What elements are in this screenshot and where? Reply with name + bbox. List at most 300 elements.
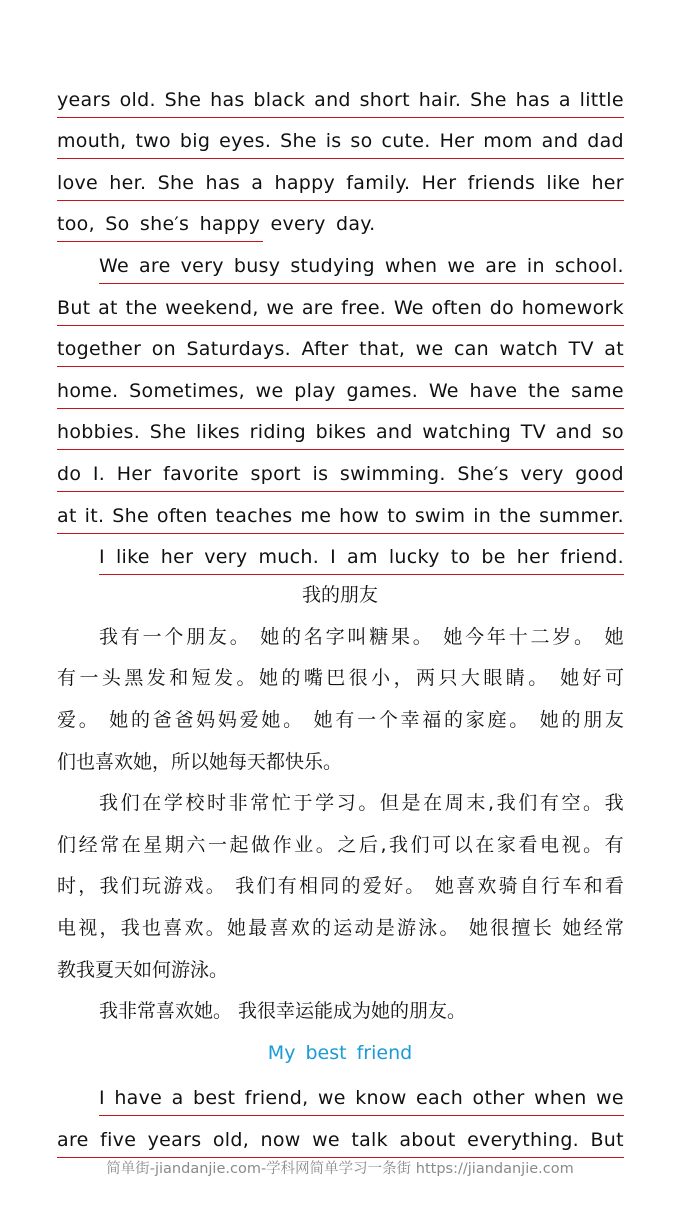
word: black bbox=[253, 88, 306, 111]
glyph: 妈 bbox=[217, 708, 237, 731]
glyph bbox=[551, 658, 557, 700]
word: swim bbox=[414, 504, 466, 527]
word: when bbox=[384, 254, 438, 277]
glyph: 两 bbox=[416, 667, 436, 690]
glyph: , bbox=[487, 792, 495, 815]
glyph: 。 bbox=[412, 625, 432, 648]
glyph: 的 bbox=[130, 708, 150, 731]
glyph: 福 bbox=[422, 708, 442, 731]
glyph: 戏 bbox=[184, 875, 204, 898]
word: is bbox=[312, 462, 329, 485]
glyph: 做 bbox=[251, 833, 271, 856]
glyph: 但 bbox=[379, 792, 399, 815]
word: we bbox=[312, 1128, 340, 1151]
word: likes bbox=[196, 421, 241, 444]
glyph: 一 bbox=[142, 625, 162, 648]
glyph: ， bbox=[393, 667, 413, 690]
glyph: 爱 bbox=[57, 708, 77, 731]
word: when bbox=[534, 1086, 587, 1109]
glyph bbox=[100, 700, 106, 742]
word: everything. bbox=[467, 1128, 580, 1151]
glyph: 发 bbox=[146, 667, 166, 690]
word: her. bbox=[109, 171, 147, 194]
glyph: 她 bbox=[313, 708, 333, 731]
word: But bbox=[590, 1128, 624, 1151]
glyph: 骑 bbox=[498, 875, 518, 898]
glyph: 擅 bbox=[511, 916, 531, 939]
glyph: 的 bbox=[281, 667, 301, 690]
word: But bbox=[57, 296, 91, 319]
word: and bbox=[541, 130, 579, 153]
text-line bbox=[57, 492, 624, 534]
word: are bbox=[138, 254, 171, 277]
glyph: 年 bbox=[486, 625, 506, 648]
glyph: 朋 bbox=[583, 708, 603, 731]
word: is bbox=[325, 130, 342, 153]
glyph: 。 bbox=[205, 875, 225, 898]
glyph: 有 bbox=[277, 875, 297, 898]
glyph bbox=[596, 617, 602, 659]
glyph: 睛 bbox=[505, 667, 525, 690]
glyph: 她 bbox=[604, 625, 624, 648]
word: we bbox=[415, 338, 444, 361]
word: at bbox=[604, 338, 624, 361]
glyph: ， bbox=[78, 875, 98, 898]
word: we bbox=[317, 1086, 346, 1109]
glyph: 有 bbox=[335, 708, 355, 731]
glyph: 二 bbox=[530, 625, 550, 648]
glyph: 常 bbox=[100, 833, 120, 856]
glyph: 欢 bbox=[184, 916, 204, 939]
glyph: 十 bbox=[508, 625, 528, 648]
word: homework bbox=[521, 296, 624, 319]
glyph: 爸 bbox=[152, 708, 172, 731]
word: busy bbox=[233, 254, 281, 277]
word: After bbox=[301, 338, 349, 361]
glyph: 字 bbox=[325, 625, 345, 648]
glyph: 她 bbox=[260, 625, 280, 648]
word: We bbox=[428, 379, 459, 402]
glyph: 朋 bbox=[186, 625, 206, 648]
glyph: 。 bbox=[509, 708, 529, 731]
glyph: 的 bbox=[312, 916, 332, 939]
text-line bbox=[57, 326, 624, 368]
word: games. bbox=[346, 379, 419, 402]
glyph bbox=[461, 908, 467, 950]
glyph: 们 bbox=[410, 833, 430, 856]
glyph: 游 bbox=[397, 916, 417, 939]
word: cute. bbox=[381, 130, 431, 153]
glyph: 视 bbox=[78, 916, 98, 939]
glyph: 我 bbox=[604, 792, 624, 815]
word: at bbox=[57, 504, 77, 527]
glyph: 有 bbox=[604, 833, 624, 856]
glyph: 她 bbox=[560, 667, 580, 690]
word: big bbox=[179, 130, 211, 153]
word: very bbox=[204, 546, 248, 569]
text-line bbox=[99, 783, 624, 825]
glyph: 同 bbox=[320, 875, 340, 898]
glyph bbox=[531, 700, 537, 742]
word: how bbox=[339, 504, 380, 527]
glyph: 我 bbox=[496, 792, 516, 815]
text-line bbox=[99, 242, 624, 284]
glyph: 爱 bbox=[239, 708, 259, 731]
text-line: too, So she′s happy every day. bbox=[57, 201, 263, 243]
glyph: ， bbox=[99, 916, 119, 939]
word: She bbox=[112, 504, 149, 527]
glyph: 视 bbox=[561, 833, 581, 856]
word: friend. bbox=[560, 546, 624, 569]
glyph bbox=[435, 617, 441, 659]
text-line bbox=[99, 1074, 624, 1116]
word: mouth, bbox=[57, 130, 127, 153]
word: two bbox=[135, 130, 171, 153]
glyph: 友 bbox=[207, 625, 227, 648]
word: about bbox=[399, 1128, 456, 1151]
chinese-paragraph-1 bbox=[57, 617, 624, 783]
glyph: 她 bbox=[539, 708, 559, 731]
word: favorite bbox=[163, 462, 239, 485]
glyph bbox=[554, 908, 560, 950]
word: are bbox=[57, 1128, 89, 1151]
glyph: 可 bbox=[604, 667, 624, 690]
glyph: 的 bbox=[341, 875, 361, 898]
word: and bbox=[375, 421, 413, 444]
word: home. bbox=[57, 379, 119, 402]
text-line bbox=[57, 825, 624, 867]
word: has bbox=[515, 88, 551, 111]
word: to bbox=[450, 546, 471, 569]
glyph: 妈 bbox=[196, 708, 216, 731]
glyph: 游 bbox=[163, 875, 183, 898]
glyph: 是 bbox=[375, 916, 395, 939]
word: studying bbox=[290, 254, 375, 277]
glyph: 电 bbox=[539, 833, 559, 856]
word: are bbox=[485, 254, 517, 277]
glyph: 幸 bbox=[400, 708, 420, 731]
word: be bbox=[481, 546, 506, 569]
glyph: 她 bbox=[443, 625, 463, 648]
glyph: 友 bbox=[604, 708, 624, 731]
glyph: 的 bbox=[444, 708, 464, 731]
text-line bbox=[57, 866, 624, 908]
glyph: 喜 bbox=[456, 875, 476, 898]
text-line bbox=[57, 367, 624, 409]
word: a bbox=[171, 1086, 184, 1109]
glyph: 在 bbox=[423, 792, 443, 815]
word: old. bbox=[119, 88, 156, 111]
word: dad bbox=[587, 130, 624, 153]
word: and bbox=[314, 88, 351, 111]
glyph: 们 bbox=[518, 792, 538, 815]
glyph: 一 bbox=[357, 708, 377, 731]
glyph: 常 bbox=[250, 792, 270, 815]
text-line bbox=[57, 118, 624, 160]
word: Her bbox=[116, 462, 152, 485]
glyph: 于 bbox=[293, 792, 313, 815]
glyph: 时 bbox=[207, 792, 227, 815]
word: in bbox=[473, 504, 492, 527]
glyph: 庭 bbox=[487, 708, 507, 731]
glyph: 果 bbox=[390, 625, 410, 648]
word: best bbox=[193, 1086, 236, 1109]
text-line bbox=[57, 409, 624, 451]
word: a bbox=[558, 88, 571, 111]
word: have bbox=[469, 379, 518, 402]
glyph: 她 bbox=[562, 916, 582, 939]
glyph: 忙 bbox=[271, 792, 291, 815]
word: free. bbox=[341, 296, 387, 319]
word: do bbox=[489, 296, 515, 319]
glyph: 学 bbox=[315, 792, 335, 815]
glyph: 经 bbox=[78, 833, 98, 856]
word: TV bbox=[520, 421, 546, 444]
word: often bbox=[156, 504, 208, 527]
glyph: 可 bbox=[432, 833, 452, 856]
word: Her bbox=[439, 130, 475, 153]
glyph: 看 bbox=[518, 833, 538, 856]
glyph: 们 bbox=[120, 792, 140, 815]
glyph: 在 bbox=[475, 833, 495, 856]
glyph: 欢 bbox=[477, 875, 497, 898]
word: Sometimes, bbox=[129, 379, 245, 402]
word: five bbox=[100, 1128, 137, 1151]
glyph: 好 bbox=[384, 875, 404, 898]
word: school. bbox=[554, 254, 624, 277]
glyph: 。 bbox=[528, 667, 548, 690]
text-line bbox=[57, 1116, 624, 1158]
glyph: 校 bbox=[185, 792, 205, 815]
glyph: 她 bbox=[109, 708, 129, 731]
word: on bbox=[151, 338, 176, 361]
glyph: 在 bbox=[121, 833, 141, 856]
glyph: 们 bbox=[57, 833, 77, 856]
glyph: 的 bbox=[282, 625, 302, 648]
glyph: 动 bbox=[354, 916, 374, 939]
word: together bbox=[57, 338, 142, 361]
word: we bbox=[255, 379, 284, 402]
word: same bbox=[570, 379, 624, 402]
glyph: 的 bbox=[561, 708, 581, 731]
glyph: 。 bbox=[439, 916, 459, 939]
glyph: 欢 bbox=[290, 916, 310, 939]
english-title: My best friend bbox=[267, 1041, 413, 1064]
glyph: 眼 bbox=[483, 667, 503, 690]
text-line bbox=[57, 159, 624, 201]
glyph: 只 bbox=[438, 667, 458, 690]
glyph: 是 bbox=[401, 792, 421, 815]
word: each bbox=[416, 1086, 464, 1109]
text-line bbox=[99, 617, 624, 659]
word: friend, bbox=[244, 1086, 309, 1109]
glyph: 我 bbox=[120, 916, 140, 939]
english-paragraph-3 bbox=[57, 534, 624, 576]
word: we bbox=[266, 296, 295, 319]
glyph: 在 bbox=[142, 792, 162, 815]
glyph: 我 bbox=[235, 875, 255, 898]
glyph: 喜 bbox=[163, 916, 183, 939]
word: have bbox=[114, 1086, 163, 1109]
glyph: 我 bbox=[389, 833, 409, 856]
glyph: 短 bbox=[191, 667, 211, 690]
glyph: 她 bbox=[469, 916, 489, 939]
glyph: 非 bbox=[228, 792, 248, 815]
glyph: 个 bbox=[378, 708, 398, 731]
glyph: 我 bbox=[99, 625, 119, 648]
text-line bbox=[57, 76, 624, 118]
glyph: 和 bbox=[169, 667, 189, 690]
word: years bbox=[147, 1128, 202, 1151]
glyph: 有 bbox=[120, 625, 140, 648]
word: sport bbox=[250, 462, 301, 485]
glyph: 后 bbox=[358, 833, 378, 856]
word: so bbox=[601, 421, 624, 444]
word: her bbox=[591, 171, 624, 194]
glyph: 和 bbox=[583, 875, 603, 898]
word: know bbox=[355, 1086, 407, 1109]
glyph: 大 bbox=[460, 667, 480, 690]
word: play bbox=[294, 379, 336, 402]
glyph: 。 bbox=[574, 625, 594, 648]
word: and bbox=[555, 421, 593, 444]
glyph bbox=[305, 700, 311, 742]
glyph: 岁 bbox=[552, 625, 572, 648]
glyph: 嘴 bbox=[303, 667, 323, 690]
word: bikes bbox=[315, 421, 367, 444]
word: She′s bbox=[457, 462, 509, 485]
word: are bbox=[301, 296, 334, 319]
glyph: 喜 bbox=[269, 916, 289, 939]
word: She bbox=[164, 88, 202, 111]
word: swimming. bbox=[339, 462, 446, 485]
glyph: 有 bbox=[539, 792, 559, 815]
glyph bbox=[427, 866, 433, 908]
glyph: 。 bbox=[78, 708, 98, 731]
glyph: 看 bbox=[604, 875, 624, 898]
chinese-title: 我的朋友 bbox=[301, 584, 378, 607]
word: has bbox=[205, 171, 241, 194]
word: much. bbox=[258, 546, 320, 569]
text-line bbox=[57, 700, 624, 742]
glyph: 也 bbox=[142, 916, 162, 939]
glyph: 行 bbox=[541, 875, 561, 898]
word: years bbox=[57, 88, 111, 111]
word: teaches bbox=[215, 504, 293, 527]
text-line bbox=[57, 908, 624, 950]
glyph: 末 bbox=[466, 792, 486, 815]
word: eyes. bbox=[219, 130, 272, 153]
word: it. bbox=[84, 504, 105, 527]
word: to bbox=[387, 504, 407, 527]
glyph bbox=[227, 866, 233, 908]
glyph: 空 bbox=[561, 792, 581, 815]
glyph: 头 bbox=[101, 667, 121, 690]
glyph: 泳 bbox=[418, 916, 438, 939]
glyph: 期 bbox=[164, 833, 184, 856]
word: her bbox=[160, 546, 194, 569]
glyph: 。 bbox=[205, 916, 225, 939]
word: We bbox=[99, 254, 129, 277]
word: good bbox=[575, 462, 624, 485]
glyph: 以 bbox=[453, 833, 473, 856]
word: am bbox=[347, 546, 378, 569]
word: mom bbox=[483, 130, 533, 153]
glyph: 业 bbox=[294, 833, 314, 856]
footer-watermark: 简单街-jiandanjie.com-学科网简单学习一条街 https://jiandanjie.com bbox=[106, 1161, 574, 1177]
word: we bbox=[447, 254, 476, 277]
glyph: 我 bbox=[99, 875, 119, 898]
glyph: 常 bbox=[604, 916, 624, 939]
text-line: 教我夏天如何游泳。 bbox=[57, 958, 229, 981]
glyph: 们 bbox=[120, 875, 140, 898]
word: can bbox=[453, 338, 490, 361]
glyph: 她 bbox=[227, 916, 247, 939]
text-line bbox=[57, 284, 624, 326]
word: She bbox=[470, 88, 507, 111]
glyph: 。 bbox=[283, 708, 303, 731]
word: very bbox=[180, 254, 224, 277]
glyph: 家 bbox=[465, 708, 485, 731]
glyph: 习 bbox=[336, 792, 356, 815]
glyph: 爱 bbox=[362, 875, 382, 898]
glyph: 很 bbox=[348, 667, 368, 690]
word: her bbox=[516, 546, 550, 569]
glyph: 小 bbox=[371, 667, 391, 690]
word: like bbox=[115, 546, 150, 569]
glyph: , bbox=[380, 833, 387, 856]
word: a bbox=[251, 171, 264, 194]
word: other bbox=[472, 1086, 525, 1109]
glyph: 六 bbox=[186, 833, 206, 856]
glyph: 个 bbox=[164, 625, 184, 648]
glyph: 她 bbox=[261, 708, 281, 731]
glyph: 长 bbox=[532, 916, 552, 939]
text-line bbox=[57, 658, 624, 700]
word: has bbox=[210, 88, 245, 111]
word: I bbox=[99, 546, 105, 569]
word: summer. bbox=[539, 504, 624, 527]
word: very bbox=[520, 462, 564, 485]
glyph: 很 bbox=[490, 916, 510, 939]
glyph: 发 bbox=[214, 667, 234, 690]
word: hair. bbox=[418, 88, 462, 111]
glyph: 叫 bbox=[347, 625, 367, 648]
glyph: 作 bbox=[272, 833, 292, 856]
word: often bbox=[431, 296, 483, 319]
glyph: 。 bbox=[583, 833, 603, 856]
word: talk bbox=[351, 1128, 388, 1151]
word: old, bbox=[212, 1128, 250, 1151]
glyph: 周 bbox=[444, 792, 464, 815]
chinese-paragraph-3 bbox=[57, 991, 624, 1033]
glyph: 车 bbox=[562, 875, 582, 898]
glyph: 一 bbox=[79, 667, 99, 690]
word: the bbox=[125, 296, 158, 319]
word: She bbox=[149, 421, 187, 444]
word: She bbox=[157, 171, 195, 194]
glyph: 们 bbox=[256, 875, 276, 898]
word: I bbox=[330, 546, 336, 569]
word: happy bbox=[274, 171, 336, 194]
glyph: 学 bbox=[163, 792, 183, 815]
glyph: 时 bbox=[57, 875, 77, 898]
word: so bbox=[350, 130, 373, 153]
word: We bbox=[393, 296, 424, 319]
glyph: 一 bbox=[207, 833, 227, 856]
glyph: 我 bbox=[99, 792, 119, 815]
glyph: 黑 bbox=[124, 667, 144, 690]
